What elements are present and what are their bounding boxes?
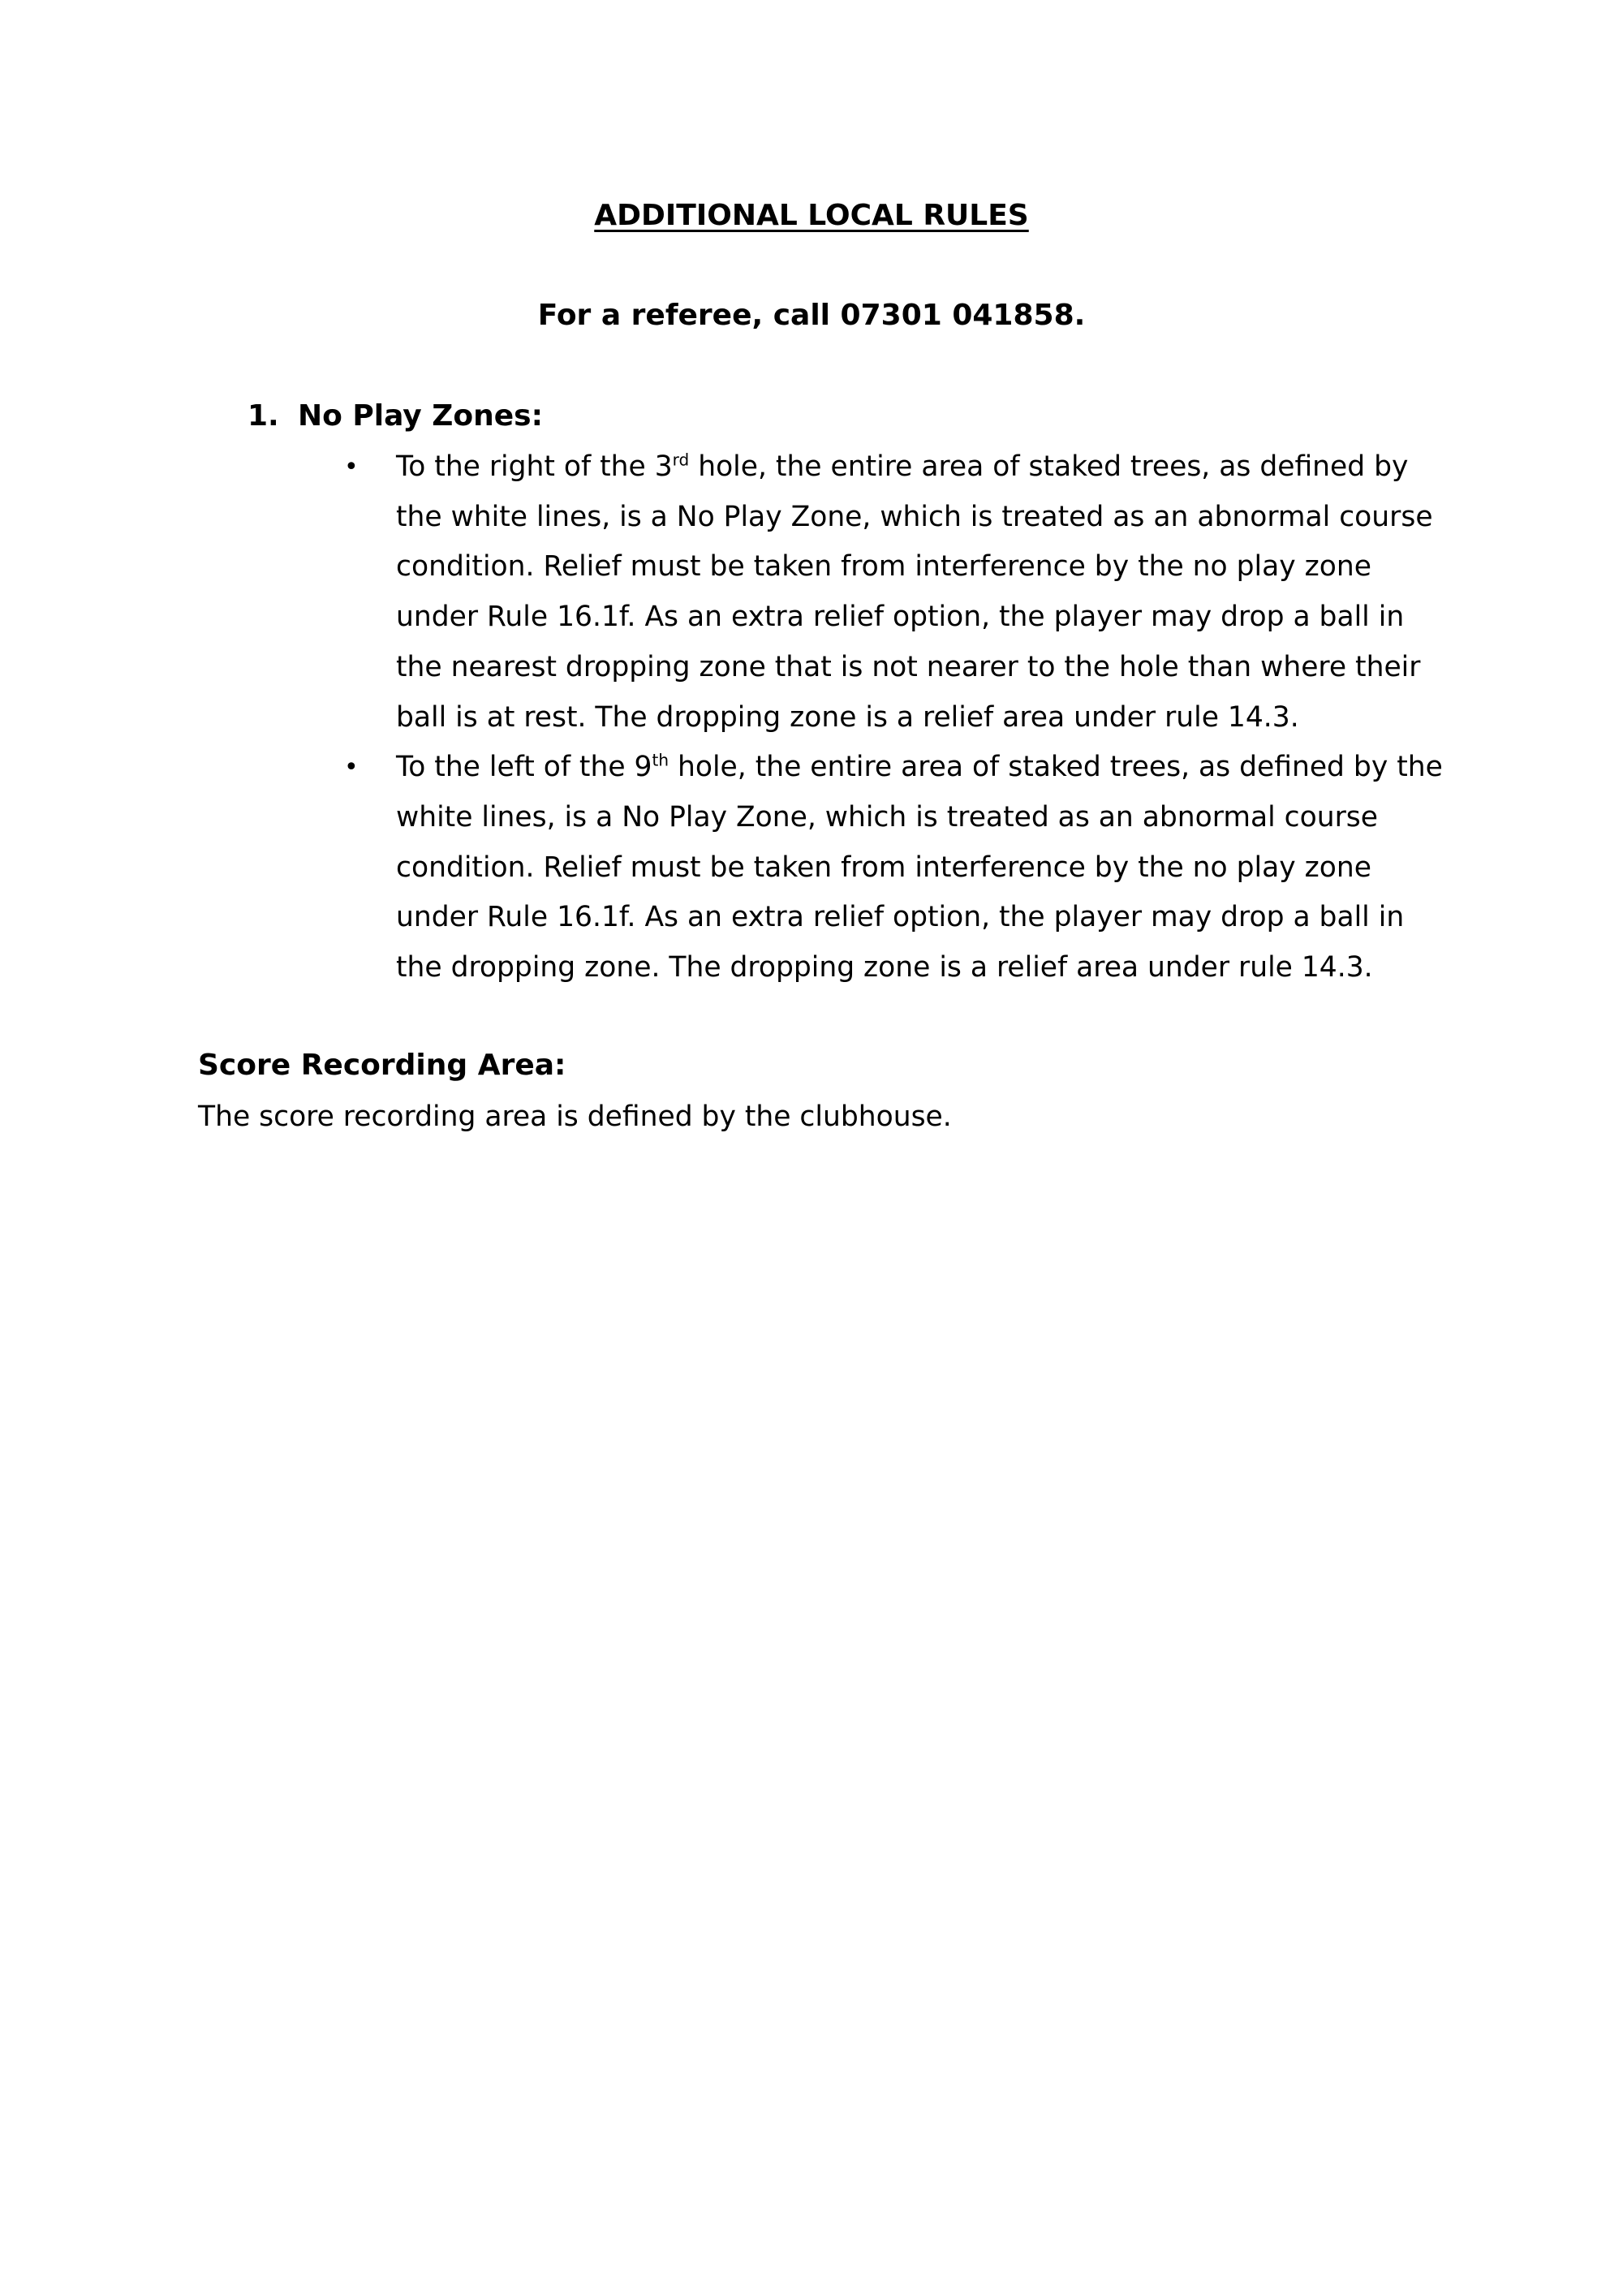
bullet-text-start: To the left of the 9: [396, 751, 652, 784]
no-play-zones-list: [339, 442, 1443, 993]
bullet-text-rest: hole, the entire area of staked trees, as defined by the white lines, is a No Play Zone, which is treated as an abnormal course condition. Relief must be taken from interference by the no play zone under Rule 16.1f. As an extra relief option, the player may drop a ball in the nearest dropping zone that is not nearer to the hole than where their ball is at rest. The dropping zone is a relief area under rule 14.3.: [396, 450, 1433, 734]
score-recording-heading: Score Recording Area:: [198, 1049, 566, 1082]
score-recording-text: The score recording area is defined by the clubhouse.: [198, 1101, 952, 1133]
document-title: [0, 195, 1623, 237]
list-item: [339, 743, 1443, 993]
section-heading-text: No Play Zones:: [298, 399, 544, 433]
bullet-icon: •: [344, 753, 359, 782]
referee-contact-line: For a referee, call 07301 041858.: [537, 299, 1086, 332]
section-heading-no-play-zones: [248, 395, 543, 437]
list-item: [339, 442, 1443, 743]
bullet-text-rest: hole, the entire area of staked trees, as defined by the white lines, is a No Play Zone, which is treated as an abnormal course condition. Relief must be taken from interference by the no play zone under Rule 16.1f. As an extra relief option, the player may drop a ball in the dropping zone. The dropping zone is a relief area under rule 14.3.: [396, 751, 1443, 984]
bullet-icon: •: [344, 453, 359, 481]
ordinal-suffix: rd: [672, 450, 690, 470]
section-number: 1.: [248, 399, 279, 433]
bullet-text-start: To the right of the 3: [396, 450, 673, 483]
document-title-text: ADDITIONAL LOCAL RULES: [594, 199, 1029, 232]
ordinal-suffix: th: [652, 750, 669, 770]
